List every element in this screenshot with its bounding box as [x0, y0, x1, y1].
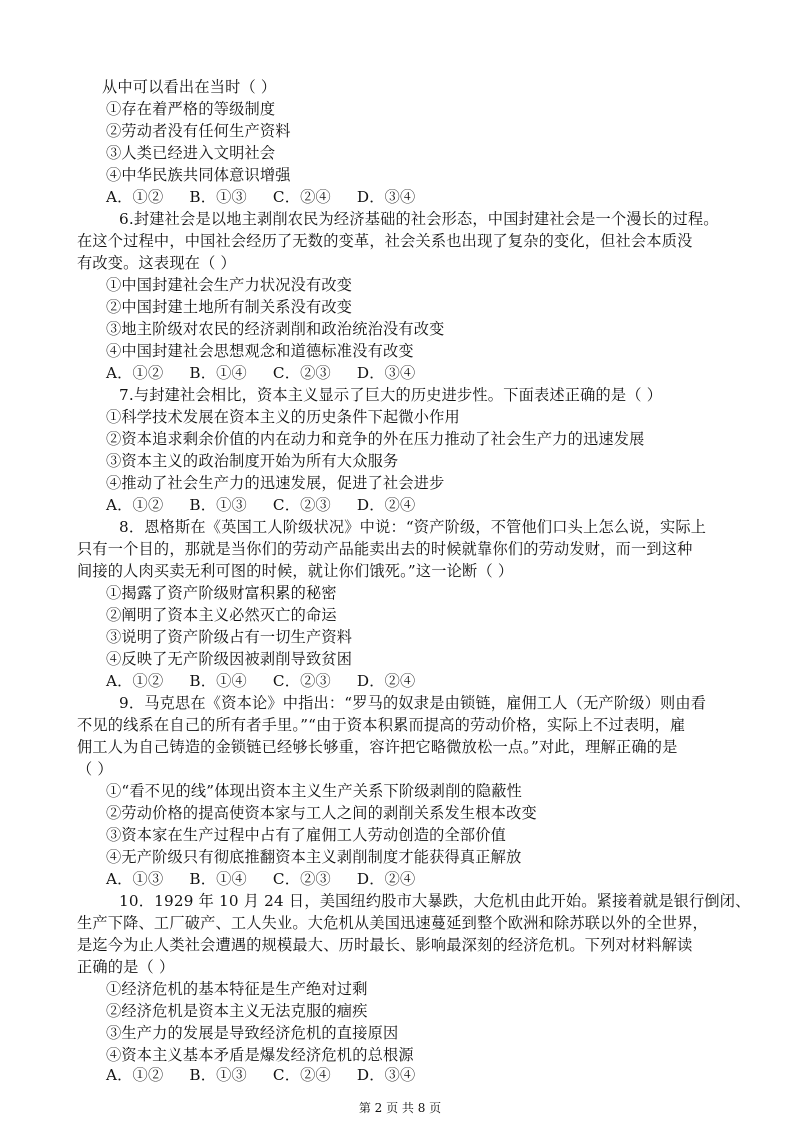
- text-line: ④中华民族共同体意识增强: [106, 166, 291, 184]
- text-line: 是迄今为止人类社会遭遇的规模最大、历时最长、影响最深刻的经济危机。下列对材料解读: [77, 936, 693, 954]
- option-c: C．②③: [272, 672, 331, 690]
- text-line: ③生产力的发展是导致经济危机的直接原因: [106, 1024, 399, 1042]
- option-b: B．①③: [189, 1066, 247, 1084]
- text-line: ①科学技术发展在资本主义的历史条件下起微小作用: [106, 408, 460, 426]
- text-line: ②经济危机是资本主义无法克服的痼疾: [106, 1002, 368, 1020]
- text-line: ①“看不见的线”体现出资本主义生产关系下阶级剥削的隐蔽性: [106, 782, 523, 800]
- text-line: 只有一个目的，那就是当你们的劳动产品能卖出去的时候就靠你们的劳动发财，而一到这种: [77, 540, 693, 558]
- option-a: A．①③: [106, 870, 164, 888]
- option-c: C．②④: [272, 1066, 331, 1084]
- option-a: A．①②: [106, 496, 164, 514]
- text-line: 不见的线系在自己的所有者手里。”“由于资本积累而提高的劳动价格，实际上不过表明，雇: [77, 716, 686, 734]
- text-line: 生产下降、工厂破产、工人失业。大危机从美国迅速蔓延到整个欧洲和除苏联以外的全世界，: [77, 914, 708, 932]
- text-line: ④无产阶级只有彻底推翻资本主义剥削制度才能获得真正解放: [106, 848, 522, 866]
- option-c: C．②③: [272, 870, 331, 888]
- option-c: C．②③: [272, 364, 331, 382]
- text-line: ④推动了社会生产力的迅速发展，促进了社会进步: [106, 474, 445, 492]
- option-a: A．①②: [106, 364, 164, 382]
- text-line: ①存在着严格的等级制度: [106, 100, 276, 118]
- text-line: ③资本家在生产过程中占有了雇佣工人劳动创造的全部价值: [106, 826, 507, 844]
- answer-options: [106, 670, 441, 692]
- option-b: B．①③: [189, 188, 247, 206]
- text-line: ④中国封建社会思想观念和道德标准没有改变: [106, 342, 414, 360]
- question-8: 8．恩格斯在《英国工人阶级状况》中说：“资产阶级，不管他们口头上怎么说，实际上: [119, 518, 707, 536]
- page-footer: 第 2 页 共 8 页: [358, 1101, 442, 1115]
- text-line: 有改变。这表现在（ ）: [77, 254, 236, 272]
- answer-options: [106, 362, 441, 384]
- question-10: 10．1929 年 10 月 24 日，美国纽约股市大暴跌，大危机由此开始。紧接着就是银行倒闭、: [119, 892, 751, 910]
- answer-options: [106, 186, 441, 208]
- text-line: ②资本追求剩余价值的内在动力和竞争的外在压力推动了社会生产力的迅速发展: [106, 430, 645, 448]
- text-line: ③人类已经进入文明社会: [106, 144, 276, 162]
- option-d: D．③④: [356, 188, 416, 206]
- question-6: 6.封建社会是以地主剥削农民为经济基础的社会形态，中国封建社会是一个漫长的过程。: [119, 210, 719, 228]
- text-line: ③资本主义的政治制度开始为所有大众服务: [106, 452, 399, 470]
- text-line: ②劳动者没有任何生产资料: [106, 122, 291, 140]
- option-c: C．②③: [272, 496, 331, 514]
- option-a: A．①②: [106, 188, 164, 206]
- text-line: ④资本主义基本矛盾是爆发经济危机的总根源: [106, 1046, 414, 1064]
- option-d: D．②④: [356, 496, 416, 514]
- text-line: 正确的是（ ）: [77, 958, 175, 976]
- answer-options: [106, 1064, 441, 1086]
- answer-options: [106, 868, 441, 890]
- text-line: ②劳动价格的提高使资本家与工人之间的剥削关系发生根本改变: [106, 804, 537, 822]
- option-b: B．①④: [189, 672, 247, 690]
- option-d: D．③④: [356, 1066, 416, 1084]
- option-d: D．②④: [356, 672, 416, 690]
- option-b: B．①③: [189, 496, 247, 514]
- text-line: 在这个过程中，中国社会经历了无数的变革，社会关系也出现了复杂的变化，但社会本质没: [77, 232, 693, 250]
- text-line: ④反映了无产阶级因被剥削导致贫困: [106, 650, 353, 668]
- text-line: ①揭露了资产阶级财富积累的秘密: [106, 584, 337, 602]
- option-b: B．①④: [189, 870, 247, 888]
- option-c: C．②④: [272, 188, 331, 206]
- text-line: ③地主阶级对农民的经济剥削和政治统治没有改变: [106, 320, 445, 338]
- question-9: 9．马克思在《资本论》中指出：“罗马的奴隶是由锁链，雇佣工人（无产阶级）则由看: [119, 694, 707, 712]
- text-line: 间接的人肉买卖无利可图的时候，就让你们饿死。”这一论断（ ）: [77, 562, 514, 580]
- text-line: 从中可以看出在当时（ ）: [102, 78, 277, 96]
- question-7: 7.与封建社会相比，资本主义显示了巨大的历史进步性。下面表述正确的是（ ）: [119, 386, 663, 404]
- text-line: （ ）: [77, 760, 113, 778]
- text-line: ①经济危机的基本特征是生产绝对过剩: [106, 980, 368, 998]
- option-b: B．①④: [189, 364, 247, 382]
- option-d: D．②④: [356, 870, 416, 888]
- option-a: A．①②: [106, 672, 164, 690]
- text-line: ③说明了资产阶级占有一切生产资料: [106, 628, 353, 646]
- answer-options: [106, 494, 441, 516]
- text-line: ②阐明了资本主义必然灭亡的命运: [106, 606, 337, 624]
- text-line: ①中国封建社会生产力状况没有改变: [106, 276, 353, 294]
- option-a: A．①②: [106, 1066, 164, 1084]
- text-line: ②中国封建土地所有制关系没有改变: [106, 298, 353, 316]
- option-d: D．③④: [356, 364, 416, 382]
- text-line: 佣工人为自己铸造的金锁链已经够长够重，容许把它略微放松一点。”对此，理解正确的是: [77, 738, 678, 756]
